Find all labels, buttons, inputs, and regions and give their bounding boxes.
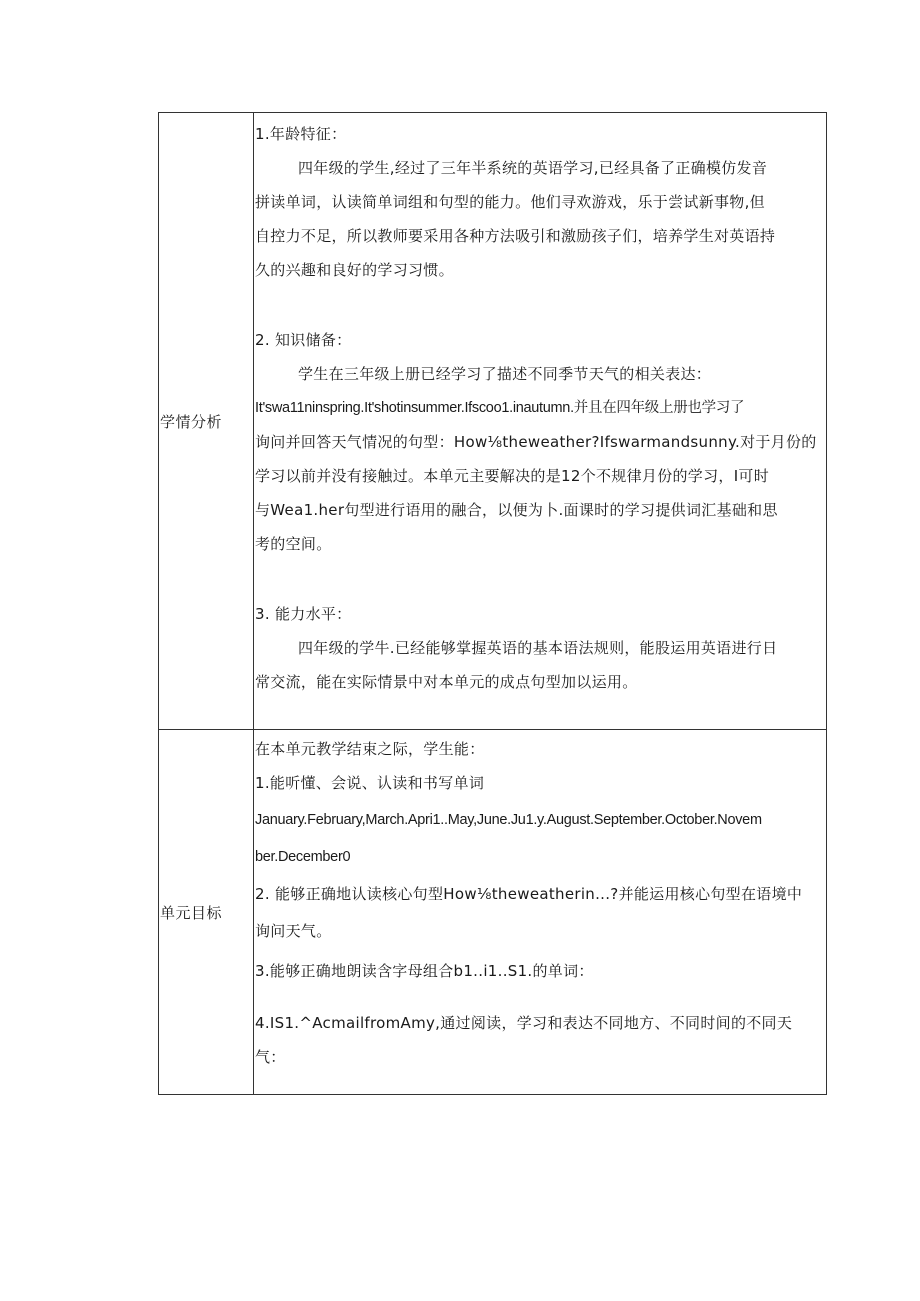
paragraph-line: 与Wea1.her句型进行语用的融合，以便为卜.面课时的学习提供词汇基础和思 (255, 501, 778, 519)
row-label-student-analysis: 学情分析 (160, 412, 223, 431)
paragraph-line: 询问天气。 (255, 922, 332, 940)
goal-item: 2. 能够正确地认读核心句型How⅛theweatherin...?并能运用核心句型在语境中 (255, 885, 803, 903)
goal-item: 3.能够正确地朗读含字母组合b1..i1..S1.的单词： (255, 962, 594, 980)
section-heading-ability: 3. 能力水平： (255, 605, 352, 623)
paragraph-line: 询问并回答天气情况的句型：How⅛theweather?Ifswarmandsunny.对于月份的 (255, 433, 817, 451)
paragraph-line: 自控力不足，所以教师要采用各种方法吸引和激励孩子们，培养学生对英语持 (255, 227, 776, 245)
table-row-student-analysis (159, 113, 827, 730)
section-heading-knowledge: 2. 知识储备： (255, 331, 352, 349)
paragraph-line: 学习以前并没有接触过。本单元主要解决的是12个不规律月份的学习，I可时 (255, 467, 770, 485)
paragraph-line: 学生在三年级上册已经学习了描述不同季节天气的相关表达： (298, 365, 712, 383)
paragraph-line: 常交流，能在实际情景中对本单元的成点句型加以运用。 (255, 673, 638, 691)
paragraph-line: 在本单元教学结束之际，学生能： (255, 740, 485, 758)
paragraph-line: 气： (255, 1048, 286, 1066)
goal-item: 4.IS1.^AcmailfromAmy,通过阅读，学习和表达不同地方、不同时间的不同天 (255, 1014, 793, 1032)
table-row-unit-goals (159, 730, 827, 1095)
paragraph-line: 久的兴趣和良好的学习习惯。 (255, 261, 454, 279)
row-label-unit-goals: 单元目标 (160, 903, 223, 922)
section-heading-age: 1.年龄特征： (255, 125, 347, 143)
paragraph-line: 拼读单词，认读简单词组和句型的能力。他们寻欢游戏，乐于尝试新事物,但 (255, 193, 765, 211)
paragraph-line: 四年级的学牛.已经能够掌握英语的基本语法规则，能股运用英语进行日 (298, 639, 778, 657)
unit-goals-content (254, 730, 827, 1095)
paragraph-line: 四年级的学生,经过了三年半系统的英语学习,已经具备了正确模仿发音 (298, 159, 768, 177)
paragraph-line: ber.December0 (255, 849, 351, 865)
paragraph-line: 考的空间。 (255, 535, 332, 553)
goal-item: 1.能听懂、会说、认读和书写单词 (255, 774, 485, 792)
student-analysis-content (254, 113, 827, 730)
lesson-plan-table (158, 112, 827, 1095)
paragraph-line: It'swa11ninspring.It'shotinsummer.Ifscoo1.inautumn.并且在四年级上册也学习了 (255, 400, 745, 416)
row-label-cell (159, 730, 254, 1095)
row-label-cell (159, 113, 254, 730)
paragraph-line: January.February,March.Apri1..May,June.Ju1.y.August.September.October.Novem (255, 812, 762, 828)
